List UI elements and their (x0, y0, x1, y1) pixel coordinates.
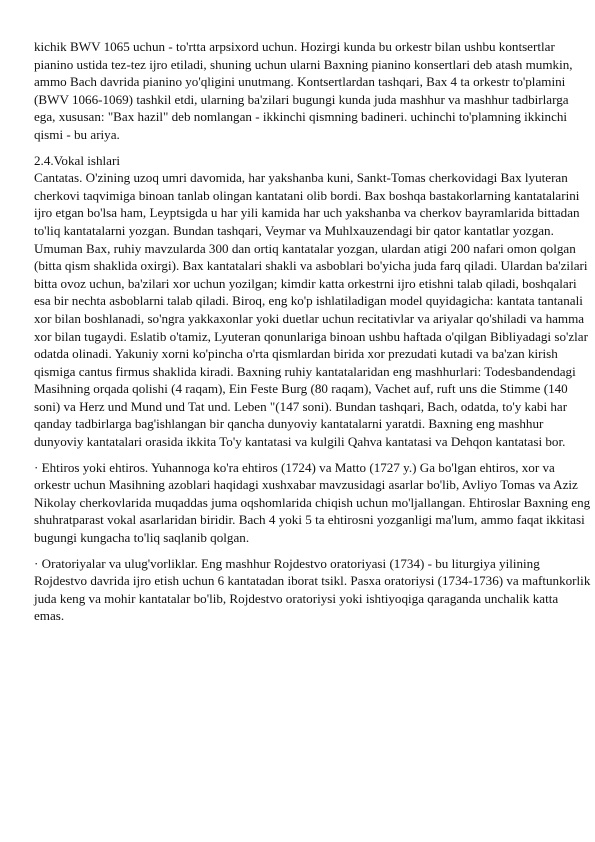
oratorios-paragraph: · Oratoriyalar va ulug'vorliklar. Eng mashhur Rojdestvo oratoriyasi (1734) - bu liturgiya yilining Rojdestvo davrida ijro etish uchun 6 kantatadan iborat tsikl. Pasxa oratoriysi (1734-1736) va maftunkorlik juda keng va mohir kantatalar bo'lib, Rojdestvo oratoriysi yoki ishtiyoqiga qaraganda unchalik katta emas. (34, 555, 591, 624)
intro-paragraph: kichik BWV 1065 uchun - to'rtta arpsixord uchun. Hozirgi kunda bu orkestr bilan ushbu kontsertlar pianino ustida tez-tez ijro etiladi, shuning uchun ularni Baxning pianino konsertlari deb atash mumkin, ammo Bach davrida pianino yo'qligini unutmang. Kontsertlardan tashqari, Bax 4 ta orkestr to'plamini (BWV 1066-1069) tashkil etdi, ularning ba'zilari bugungi kunda juda mashhur va mashhur tadbirlarga ega, xususan: "Bax hazil" deb nomlangan - ikkinchi qismning badineri. uchinchi to'plamning ikkinchi qismi - bu ariya. (34, 39, 573, 142)
cantatas-paragraph: Cantatas. O'zining uzoq umri davomida, har yakshanba kuni, Sankt-Tomas cherkovidagi Bax lyuteran cherkovi taqvimiga binoan tanlab olingan kantatani olib bordi. Bax boshqa bastakorlarning kantatalarini ijro etgan bo'lsa ham, Leyptsigda u har yili kamida har uch yakshanba va cherkov bayramlarida bittadan to'liq kantatalarni yozgan. Bundan tashqari, Veymar va Muhlxauzendagi bir qator kantatlar yozgan. Umuman Bax, ruhiy mavzularda 300 dan ortiq kantatalar yozgan, ulardan atigi 200 nafari omon qolgan (bitta qism shaklida oxirgi). Bax kantatalari shakli va asboblari bo'yicha juda farq qiladi. Ulardan ba'zilari bitta ovoz uchun, ba'zilari xor uchun yozilgan; kimdir katta orkestrni ijro etishni talab qiladi, boshqalari esa bir nechta asboblarni talab qiladi. Biroq, eng ko'p ishlatiladigan model quyidagicha: kantata tantanali xor bilan boshlanadi, so'ngra yakkaxonlar yoki duetlar uchun recitativlar va ariyalar qo'shiladi va hamma xor bilan tugaydi. Eslatib o'tamiz, Lyuteran qonunlariga binoan ushbu haftada o'qilgan Bibliyadagi so'zlar odatda olinadi. Yakuniy xorni ko'pincha o'rta qismlardan birida xor prezudati kutadi va ba'zan kirish qismiga cantus firmus shaklida kiradi. Baxning ruhiy kantatalaridan eng mashhurlari: Todesbandendagi Masihning orqada qolishi (4 raqam), Ein Feste Burg (80 raqam), Vachet auf, ruft uns die Stimme (140 soni) va Herz und Mund und Tat und. Leben "(147 soni). Bundan tashqari, Bach, odatda, to'y kabi har qanday tadbirlarga bag'ishlangan bir qancha dunyoviy kantatalarni yaratdi. Baxning eng mashhur dunyoviy kantatalari orasida ikkita To'y kantatasi va kulgili Qahva kantatasi va Dehqon kantatasi bor. (34, 170, 588, 450)
section-heading: 2.4.Vokal ishlari (34, 152, 120, 168)
passions-paragraph: · Ehtiros yoki ehtiros. Yuhannoga ko'ra ehtiros (1724) va Matto (1727 y.) Ga bo'lgan ehtiros, xor va orkestr uchun Masihning azoblari haqidagi xushxabar mavzusidagi asarlar bo'lib, Avliyo Tomas va Aziz Nikolay cherkovlarida muqaddas juma oqshomlarida chiqish uchun mo'ljallangan. Ehtiroslar Baxning eng shuhratparast vokal asarlaridan biridir. Bach 4 yoki 5 ta ehtirosni yozganligi ma'lum, ammo faqat ikkitasi bugungi kungacha to'liq saqlanib qolgan. (34, 459, 591, 546)
